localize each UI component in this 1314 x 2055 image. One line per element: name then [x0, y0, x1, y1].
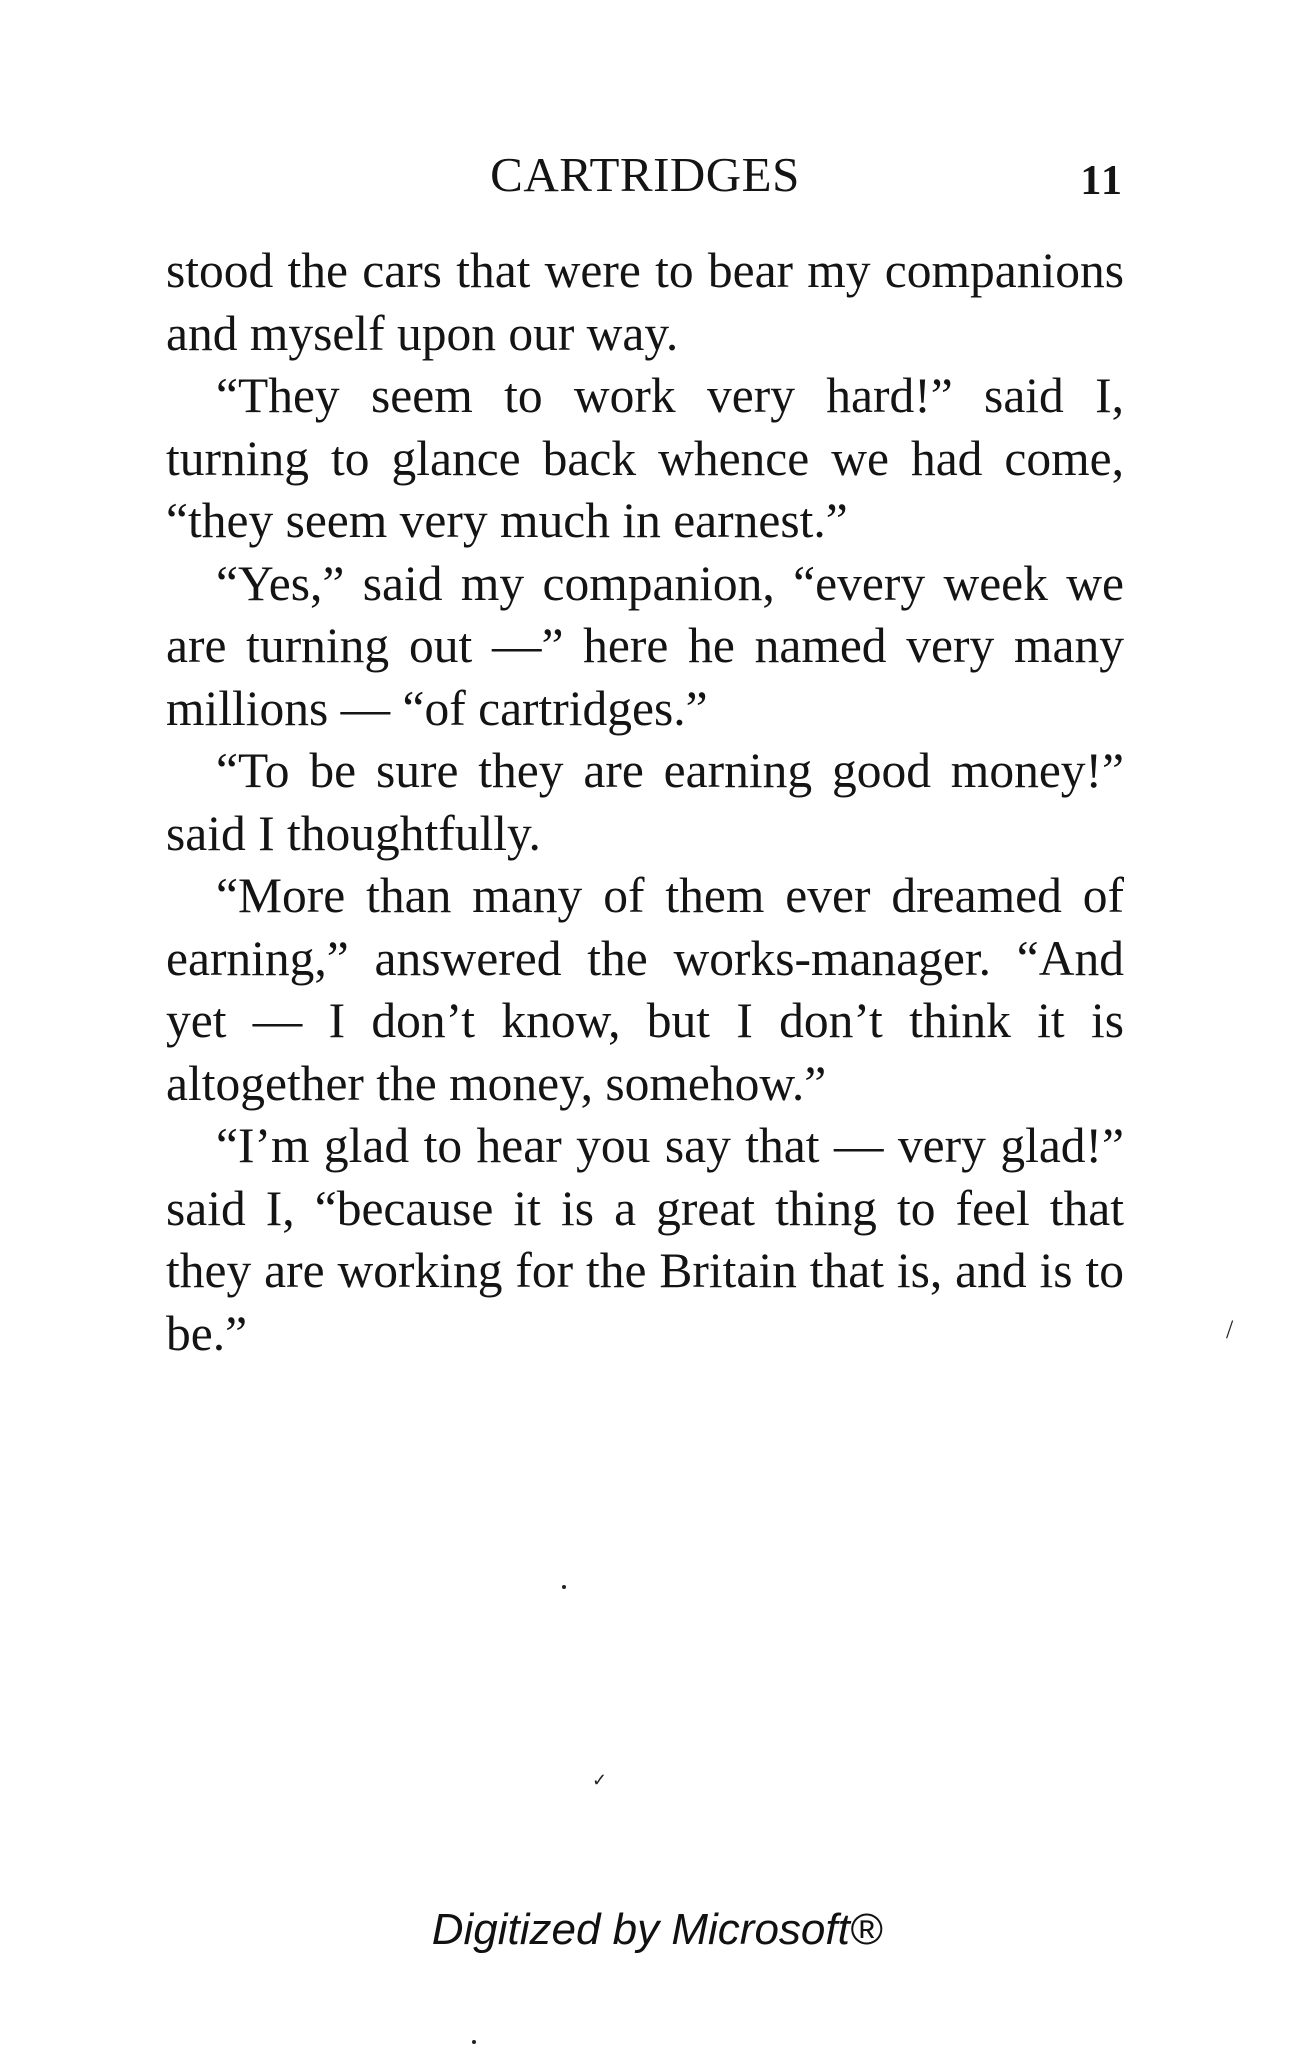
paragraph: “More than many of them ever dreamed of earning,” answered the works-manager. “And yet — I don’t know, but I don’t think it is altogether the money, somehow.” [166, 868, 1124, 1111]
page-number: 11 [1080, 158, 1124, 204]
digitized-watermark: Digitized by Microsoft® [431, 1905, 883, 1954]
paragraph: “To be sure they are earning good money!” said I thoughtfully. [166, 743, 1124, 861]
running-title: CARTRIDGES [490, 147, 800, 202]
running-head [166, 140, 1124, 210]
scan-speck [472, 2040, 476, 2044]
scan-speck: ✓ [592, 1770, 608, 1790]
scan-speck [562, 1585, 566, 1589]
scan-speck: / [1226, 1315, 1234, 1344]
paragraph: “Yes,” said my companion, “every week we are turning out —” here he named very many millions — “of cartridges.” [166, 555, 1124, 736]
paragraph: “I’m glad to hear you say that — very glad!” said I, “because it is a great thing to feel that they are working for the Britain that is, and is to be.” [166, 1118, 1124, 1361]
body-text [166, 240, 1124, 1365]
paragraph: stood the cars that were to bear my companions and myself upon our way. [166, 243, 1124, 361]
paragraph: “They seem to work very hard!” said I, turning to glance back whence we had come, “they seem very much in earnest.” [166, 368, 1124, 548]
